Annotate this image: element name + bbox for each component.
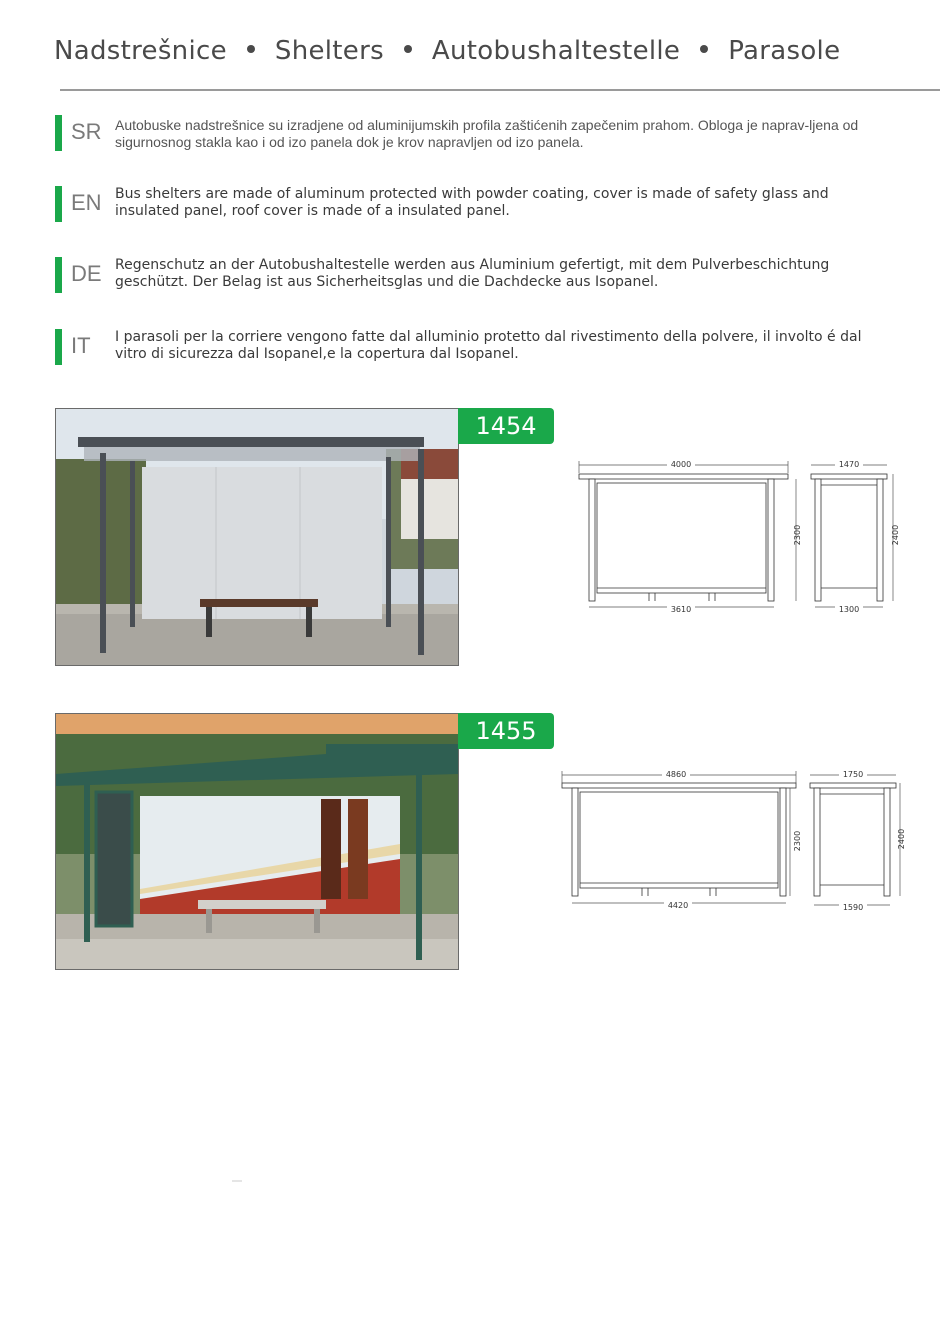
bullet-icon <box>700 45 708 53</box>
language-text: Regenschutz an der Autobushaltestelle werden aus Aluminium gefertigt, mit dem Pulverbeschichtung geschützt. Der Belag ist aus Sicherheitsglas und die Dachdecke aus Isopanel. <box>115 257 830 290</box>
page-title <box>54 36 840 66</box>
front-width-label: 4000 <box>670 460 692 469</box>
side-height-label: 2400 <box>891 524 900 546</box>
side-width-label: 1470 <box>838 460 860 469</box>
side-width-label: 1750 <box>842 770 864 779</box>
accent-bar <box>55 257 62 293</box>
language-code: EN <box>71 190 102 215</box>
product-photo-1455 <box>55 713 459 970</box>
header-divider <box>60 89 940 91</box>
title-german: Autobushaltestelle <box>431 36 681 66</box>
accent-bar <box>55 115 62 151</box>
front-inner-width-label: 4420 <box>667 901 689 910</box>
side-height-label: 2400 <box>897 828 906 850</box>
shelter-photo-illustration <box>56 409 458 665</box>
bullet-icon <box>247 45 255 53</box>
technical-drawing-1455 <box>558 765 908 915</box>
language-code: SR <box>71 119 102 144</box>
front-inner-width-label: 3610 <box>670 605 692 614</box>
language-text: Bus shelters are made of aluminum protected with powder coating, cover is made of safety glass and insulated panel, roof cover is made of a insulated panel. <box>115 186 829 219</box>
shelter-photo-illustration <box>56 714 458 969</box>
scan-artifact <box>232 1180 242 1182</box>
language-text: Autobuske nadstrešnice su izradjene od aluminijumskih profila zaštićenih zapečenim prahom. Obloga je naprav-ljena od sigurnosnog stakla kao i od izo panela dok je krov napravljen od izo panela. <box>115 117 859 150</box>
title-serbian: Nadstrešnice <box>54 36 227 66</box>
side-inner-width-label: 1300 <box>838 605 860 614</box>
language-code: IT <box>71 333 91 358</box>
language-code: DE <box>71 261 102 286</box>
model-badge-1455: 1455 <box>458 713 554 749</box>
title-italian: Parasole <box>728 36 841 66</box>
front-height-label: 2300 <box>793 524 802 546</box>
side-inner-width-label: 1590 <box>842 903 864 912</box>
technical-drawing-1454 <box>575 455 905 620</box>
front-height-label: 2300 <box>793 830 802 852</box>
front-width-label: 4860 <box>665 770 687 779</box>
accent-bar <box>55 186 62 222</box>
bullet-icon <box>404 45 412 53</box>
title-english: Shelters <box>274 36 384 66</box>
product-photo-1454 <box>55 408 459 666</box>
accent-bar <box>55 329 62 365</box>
language-text: I parasoli per la corriere vengono fatte dal alluminio protetto dal rivestimento della polvere, il involto é dal vitro di sicurezza dal Isopanel,e la copertura dal Isopanel. <box>115 329 862 362</box>
model-badge-1454: 1454 <box>458 408 554 444</box>
